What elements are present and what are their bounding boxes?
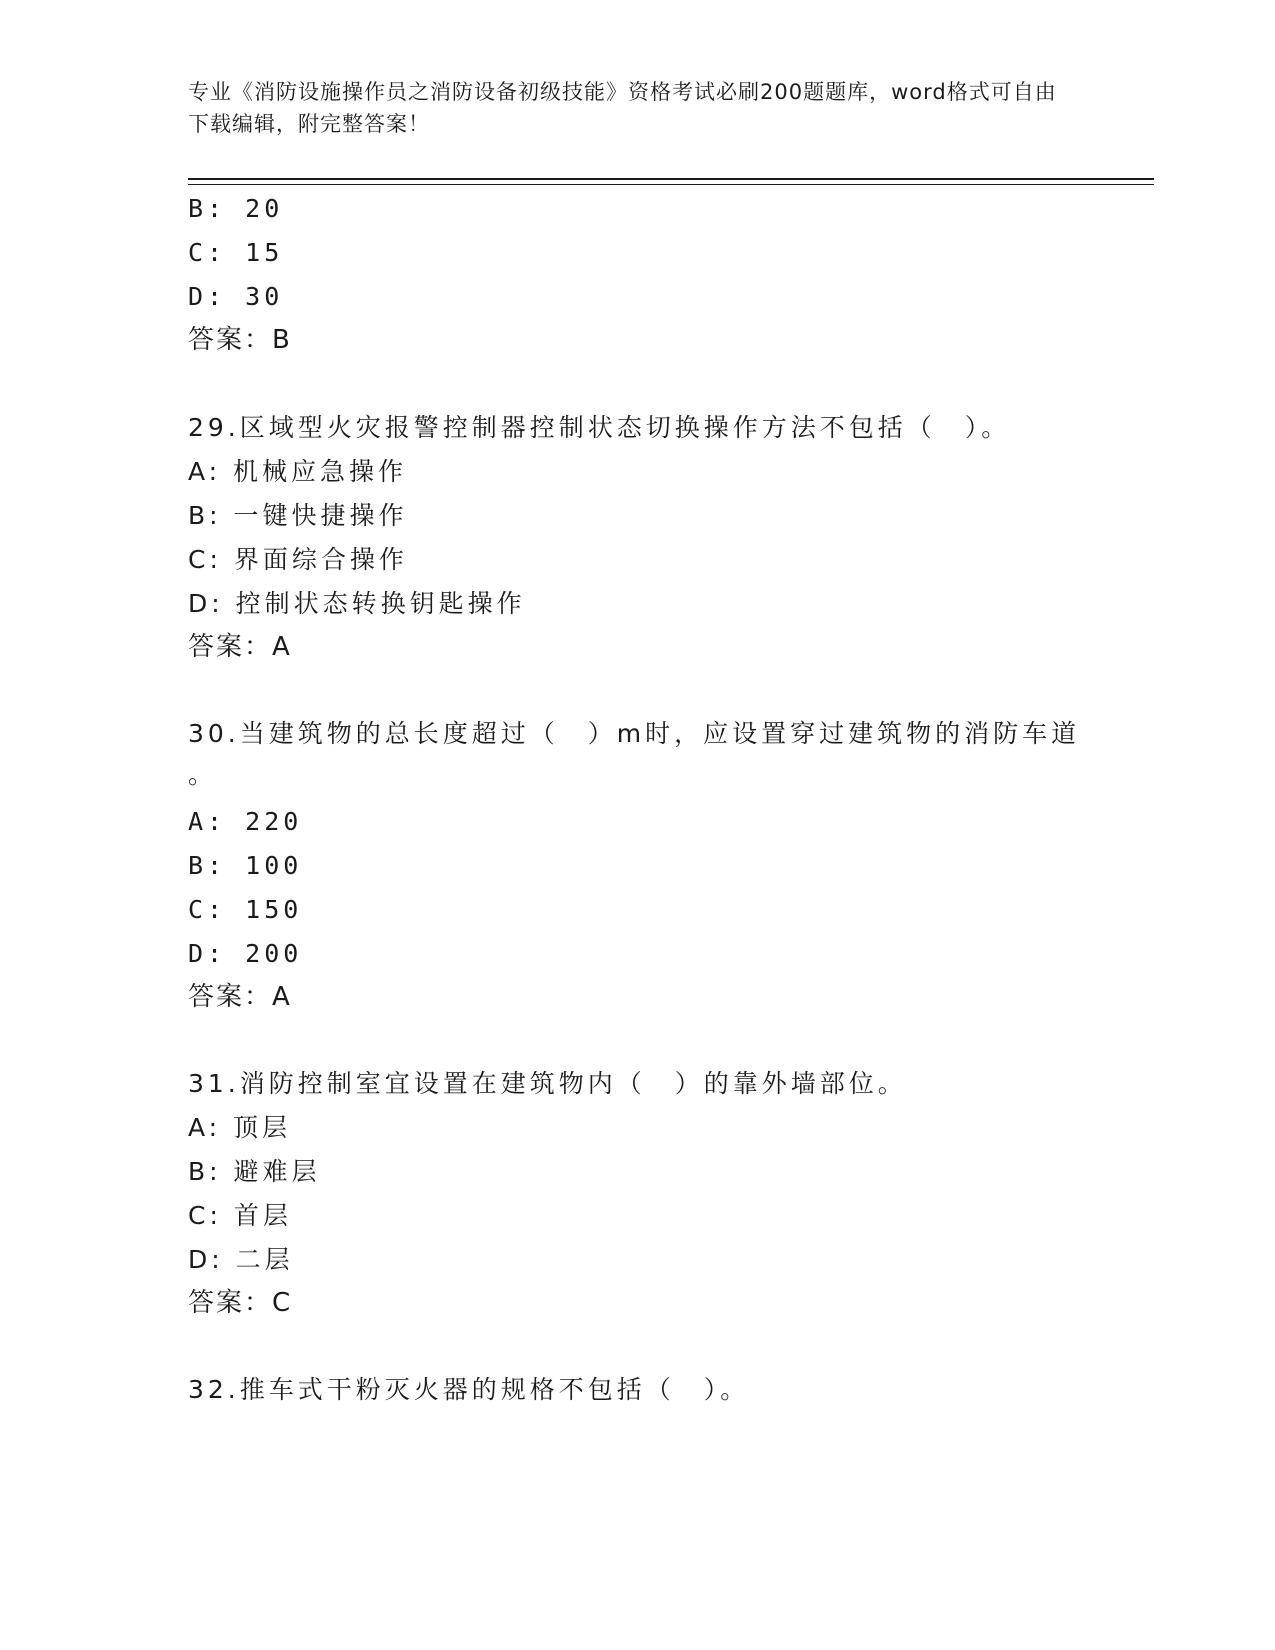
q30-stem: 30.当建筑物的总长度超过（ ）m时，应设置穿过建筑物的消防车道 (188, 719, 1081, 748)
q31-option-d: D: 二层 (188, 1245, 294, 1274)
q29-option-b: B: 一键快捷操作 (188, 501, 408, 530)
q31-stem: 31.消防控制室宜设置在建筑物内（ ）的靠外墙部位。 (188, 1069, 907, 1098)
header-rule-thin (188, 184, 1154, 185)
document-header: 专业《消防设施操作员之消防设备初级技能》资格考试必刷200题题库，word格式可自由下载编辑，附完整答案！ (188, 80, 1057, 136)
q28-answer: 答案：B (188, 325, 292, 355)
q31-option-a: A: 顶层 (188, 1113, 292, 1142)
q30-answer: 答案：A (188, 982, 292, 1012)
q28-option-d: D: 30 (188, 282, 284, 311)
q29-stem: 29.区域型火灾报警控制器控制状态切换操作方法不包括（ ）。 (188, 413, 1011, 442)
q28-option-b: B: 20 (188, 194, 284, 223)
q29-option-d: D: 控制状态转换钥匙操作 (188, 589, 526, 618)
q28-option-c: C: 15 (188, 238, 284, 267)
q29-option-c: C: 界面综合操作 (188, 545, 408, 574)
q31-option-c: C: 首层 (188, 1201, 292, 1230)
q31-answer: 答案：C (188, 1288, 293, 1318)
q30-option-b: B: 100 (188, 851, 303, 880)
q29-option-a: A: 机械应急操作 (188, 457, 408, 486)
header-rule-thick (188, 178, 1154, 180)
q30-option-c: C: 150 (188, 895, 303, 924)
q30-option-d: D: 200 (188, 939, 303, 968)
q29-answer: 答案：A (188, 632, 292, 662)
q32-stem: 32.推车式干粉灭火器的规格不包括（ ）。 (188, 1375, 750, 1404)
q31-option-b: B: 避难层 (188, 1157, 321, 1186)
q30-stem-continuation: 。 (188, 760, 218, 789)
q30-option-a: A: 220 (188, 807, 303, 836)
